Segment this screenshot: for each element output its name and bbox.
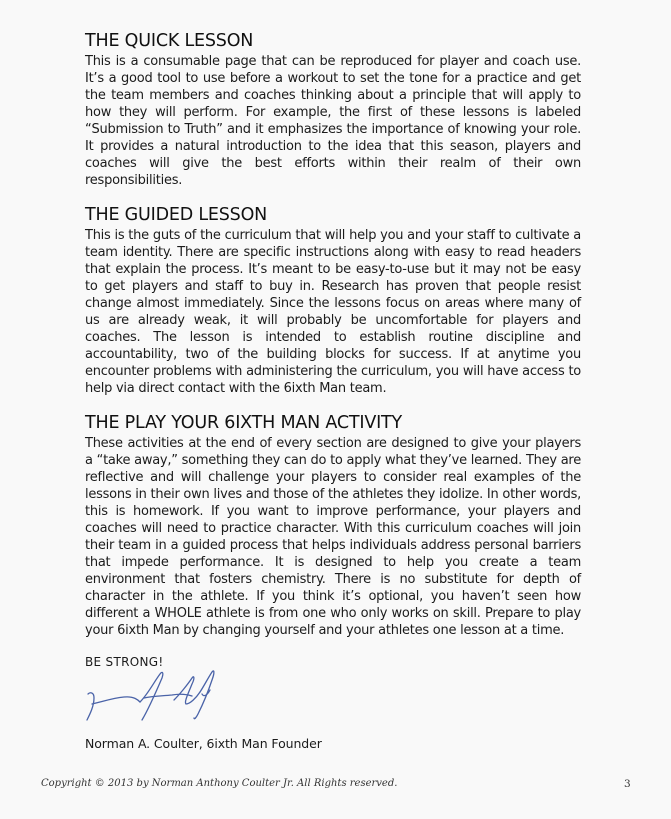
page-number: 3 xyxy=(624,778,631,790)
section-heading: THE PLAY YOUR 6IXTH MAN ACTIVITY xyxy=(85,413,403,433)
section-guided-lesson xyxy=(85,205,581,397)
section-quick-lesson xyxy=(85,31,581,189)
section-body: This is a consumable page that can be reproduced for player and coach use. It’s a good tool to use before a workout to set the tone for a practice and get the team members and coaches thinking about a principle that will apply to how they will perform. For example, the first of these lessons is labeled “Submission to Truth” and it emphasizes the importance of knowing your role. It provides a natural introduction to the idea that this season, players and coaches will give the best efforts within their realm of their own responsibilities. xyxy=(85,54,581,188)
section-heading: THE QUICK LESSON xyxy=(85,31,254,51)
closing-text: BE STRONG! xyxy=(85,655,164,669)
section-body: These activities at the end of every section are designed to give your players a “take away,” something they can do to apply what they’ve learned. They are reflective and will challenge your players to consider real examples of the lessons in their own lives and those of the athletes they idolize. In other words, this is homework. If you want to improve performance, your players and coaches will need to practice character. With this curriculum coaches will join their team in a guided process that helps individuals address personal barriers that impede performance. It is designed to help you create a team environment that fosters chemistry. There is no substitute for depth of character in the athlete. If you think it’s optional, you haven’t seen how different a WHOLE athlete is from one who only works on skill. Prepare to play your 6ixth Man by changing yourself and your athletes one lesson at a time. xyxy=(85,436,581,638)
section-activity xyxy=(85,413,581,639)
page-content xyxy=(85,31,581,669)
footer-copyright: Copyright © 2013 by Norman Anthony Coulter Jr. All Rights reserved. xyxy=(41,778,398,789)
signature-image xyxy=(82,664,242,728)
section-body: This is the guts of the curriculum that will help you and your staff to cultivate a team identity. There are specific instructions along with easy to read headers that explain the process. It’s meant to be easy-to-use but it may not be easy to get players and staff to buy in. Research has proven that people resist change almost immediately. Since the lessons focus on areas where many of us are already weak, it will probably be uncomfortable for players and coaches. The lesson is intended to establish routine discipline and accountability, two of the building blocks for success. If at anytime you encounter problems with administering the curriculum, you will have access to help via direct contact with the 6ixth Man team. xyxy=(85,228,581,396)
signer-name: Norman A. Coulter, 6ixth Man Founder xyxy=(85,736,322,751)
section-heading: THE GUIDED LESSON xyxy=(85,205,268,225)
